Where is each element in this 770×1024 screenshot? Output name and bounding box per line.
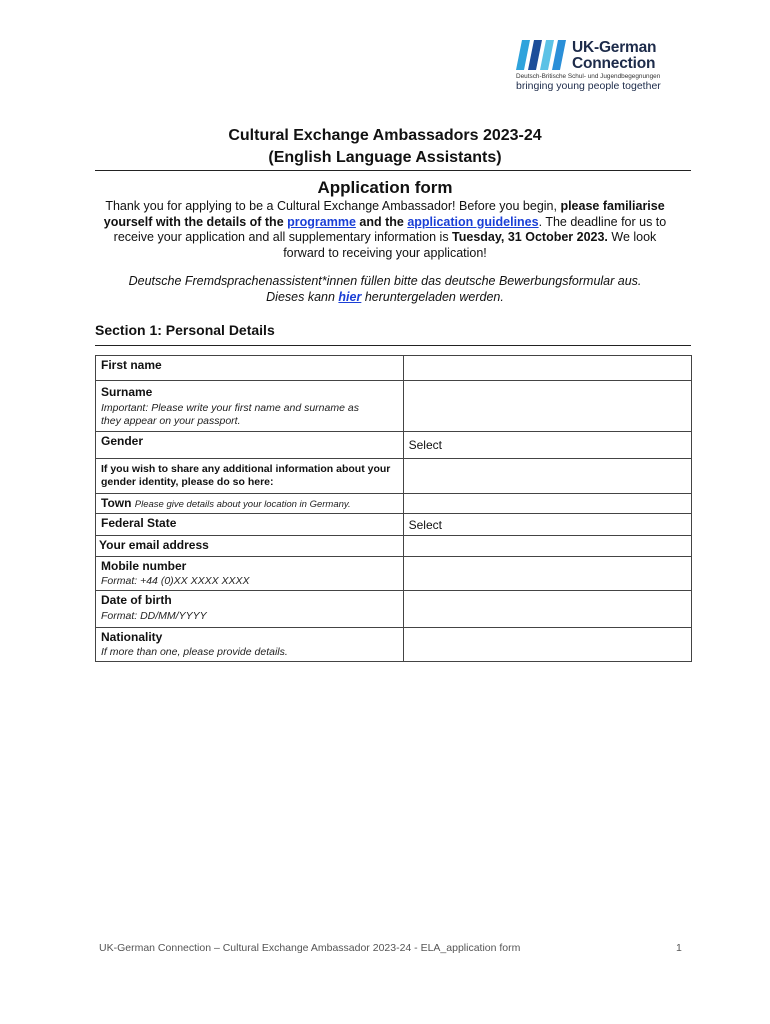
mobile-label: Mobile number <box>101 559 187 573</box>
dob-hint: Format: DD/MM/YYYY <box>101 610 207 622</box>
email-label: Your email address <box>99 538 209 552</box>
table-row <box>96 514 692 536</box>
town-field[interactable] <box>403 494 691 514</box>
federal-state-select[interactable] <box>403 514 691 536</box>
document-title: Cultural Exchange Ambassadors 2023-24 <box>228 127 542 144</box>
gender-select[interactable] <box>403 432 691 459</box>
hier-link[interactable]: hier <box>338 290 362 304</box>
gender-select-value[interactable]: Select <box>408 438 442 452</box>
table-row <box>96 381 692 432</box>
table-row <box>96 591 692 628</box>
logo-title: UK-German Connection <box>572 39 657 72</box>
surname-hint: Important: Please write your first name and surname as they appear on your passport. <box>101 402 359 427</box>
gender-identity-label: If you wish to share any additional information about your gender identity, please do so here: <box>101 463 391 488</box>
table-row <box>96 356 692 381</box>
mobile-hint: Format: +44 (0)XX XXXX XXXX <box>101 575 250 587</box>
ukgc-logo <box>516 40 686 92</box>
deadline: Tuesday, 31 October 2023. <box>452 230 608 244</box>
table-row <box>96 459 692 494</box>
first-name-label: First name <box>101 358 162 372</box>
personal-details-table <box>95 355 692 662</box>
federal-state-select-value[interactable]: Select <box>408 518 442 532</box>
table-row <box>96 628 692 662</box>
nationality-label: Nationality <box>101 630 163 644</box>
page-number: 1 <box>676 942 682 954</box>
gender-label: Gender <box>101 434 144 448</box>
intro-paragraph: Thank you for applying to be a Cultural Exchange Ambassador! Before you begin, please familiarise yourself with the details of the programme and the application guidelines. The deadline for us to receive your application and all supplementary information is Tuesday, 31 October 2023. We look forward to receiving your application! <box>103 199 667 260</box>
table-row <box>96 432 692 459</box>
first-name-field[interactable] <box>403 356 691 381</box>
town-hint: Please give details about your location in Germany. <box>134 499 351 510</box>
table-row <box>96 536 692 557</box>
gender-identity-field[interactable] <box>403 459 691 494</box>
logo-bars-icon <box>516 40 568 70</box>
section-1-heading: Section 1: Personal Details <box>95 322 275 338</box>
logo-subtitle: Deutsch-Britische Schul- und Jugendbegegnungen <box>516 73 661 80</box>
logo-tagline: bringing young people together <box>516 80 661 92</box>
town-label: Town <box>101 496 132 510</box>
nationality-hint: If more than one, please provide details. <box>101 646 288 658</box>
dob-field[interactable] <box>403 591 691 628</box>
german-note: Deutsche Fremdsprachenassistent*innen füllen bitte das deutsche Bewerbungsformular aus. Dieses kann hier heruntergeladen werden. <box>128 274 642 304</box>
table-row <box>96 557 692 591</box>
section-divider <box>95 345 691 346</box>
dob-label: Date of birth <box>101 593 172 607</box>
programme-link[interactable]: programme <box>287 214 356 229</box>
document-subtitle: (English Language Assistants) <box>268 149 502 166</box>
federal-state-label: Federal State <box>101 516 177 530</box>
form-title: Application form <box>317 178 453 197</box>
mobile-field[interactable] <box>403 557 691 591</box>
email-field[interactable] <box>403 536 691 557</box>
surname-field[interactable] <box>403 381 691 432</box>
surname-label: Surname <box>101 385 153 399</box>
table-row <box>96 494 692 514</box>
nationality-field[interactable] <box>403 628 691 662</box>
title-divider <box>95 170 691 171</box>
application-guidelines-link[interactable]: application guidelines <box>407 214 539 229</box>
page-footer: UK-German Connection – Cultural Exchange Ambassador 2023-24 - ELA_application form <box>99 942 521 954</box>
